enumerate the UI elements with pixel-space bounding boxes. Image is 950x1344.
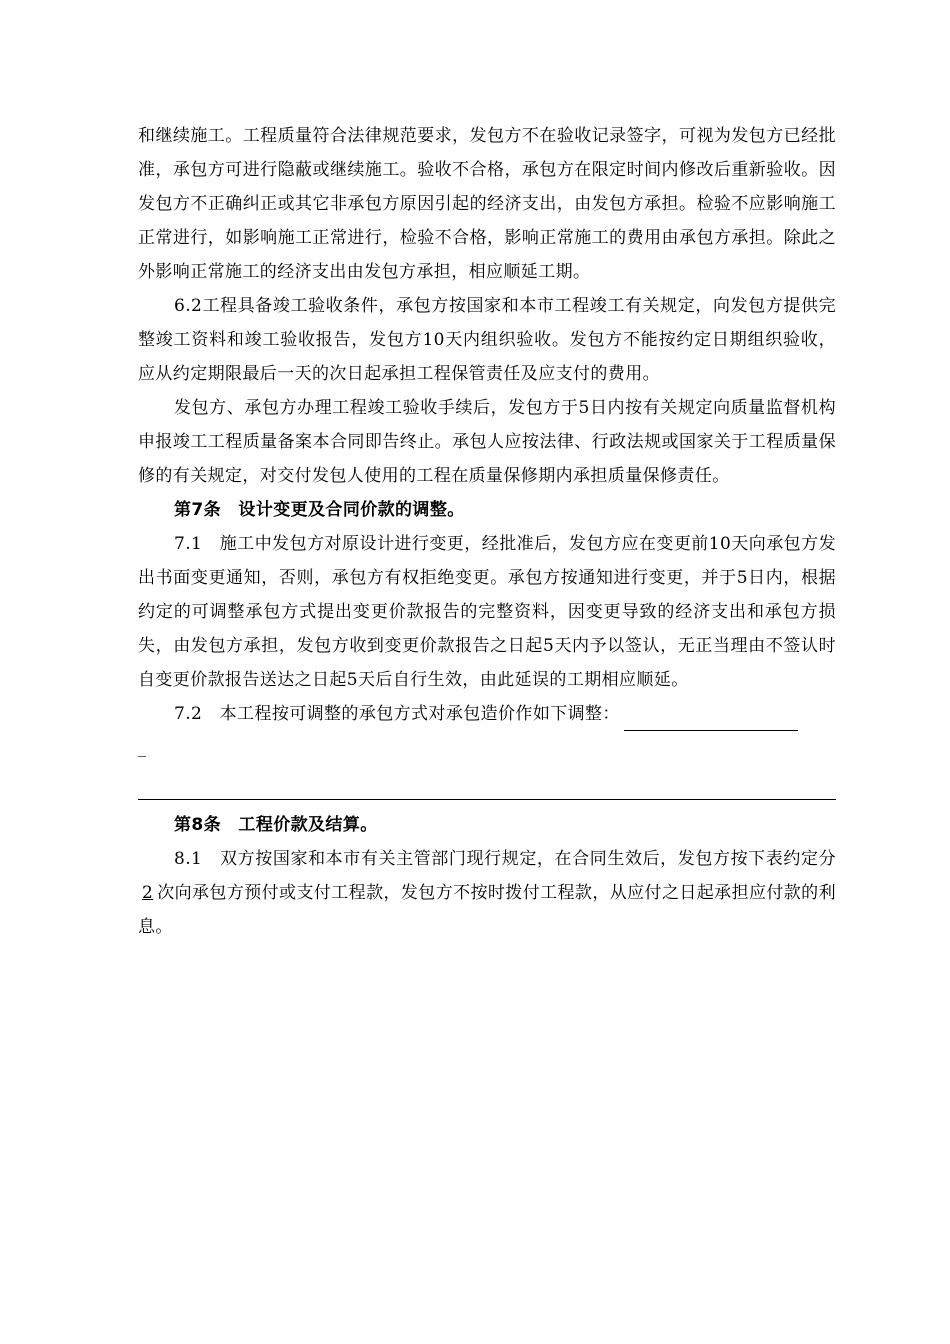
paragraph-8-1-post: 次向承包方预付或支付工程款，发包方不按时拨付工程款，从应付之日起承担应付款的利息。 (138, 883, 836, 937)
fill-in-blank-full-line[interactable] (138, 765, 836, 800)
paragraph-7-2 (138, 697, 836, 731)
paragraph-completion-handover: 发包方、承包方办理工程竣工验收手续后，发包方于5日内按有关规定向质量监督机构申报竣工工程质量备案本合同即告终止。承包人应按法律、行政法规或国家关于工程质量保修的有关规定，对交付发包人使用的工程在质量保修期内承担质量保修责任。 (138, 398, 836, 486)
document-body (138, 119, 836, 944)
paragraph-7-2-text: 7.2 本工程按可调整的承包方式对承包造价作如下调整： (174, 704, 620, 724)
paragraph-6-2: 6.2工程具备竣工验收条件，承包方按国家和本市工程竣工有关规定，向发包方提供完整竣工资料和竣工验收报告，发包方10天内组织验收。发包方不能按约定日期组织验收，应从约定期限最后一天的次日起承担工程保管责任及应支付的费用。 (138, 296, 836, 384)
fill-in-blank-7-2[interactable] (624, 710, 798, 731)
paragraph-6-1-continued: 和继续施工。工程质量符合法律规范要求，发包方不在验收记录签字，可视为发包方已经批准，承包方可进行隐蔽或继续施工。验收不合格，承包方在限定时间内修改后重新验收。因发包方不正确纠正或其它非承包方原因引起的经济支出，由发包方承担。检验不应影响施工正常进行，如影响施工正常进行，检验不合格，影响正常施工的费用由承包方承担。除此之外影响正常施工的经济支出由发包方承担，相应顺延工期。 (138, 126, 836, 282)
paragraph-7-1: 7.1 施工中发包方对原设计进行变更，经批准后，发包方应在变更前10天向承包方发出书面变更通知，否则，承包方有权拒绝变更。承包方按通知进行变更，并于5日内，根据约定的可调整承包方式提出变更价款报告的完整资料，因变更导致的经济支出和承包方损失，由发包方承担，发包方收到变更价款报告之日起5天内予以签认，无正当理由不签认时自变更价款报告送达之日起5天后自行生效，由此延误的工期相应顺延。 (138, 534, 836, 690)
paragraph-8-1 (138, 842, 836, 944)
article-8-heading: 第8条 工程价款及结算。 (174, 815, 378, 835)
fill-in-blank-continuation: _ (138, 738, 146, 757)
installment-count-field[interactable]: 2 (142, 883, 154, 903)
article-7-heading: 第7条 设计变更及合同价款的调整。 (174, 500, 465, 520)
paragraph-8-1-pre: 8.1 双方按国家和本市有关主管部门现行规定，在合同生效后，发包方按下表约定分 (174, 849, 836, 869)
